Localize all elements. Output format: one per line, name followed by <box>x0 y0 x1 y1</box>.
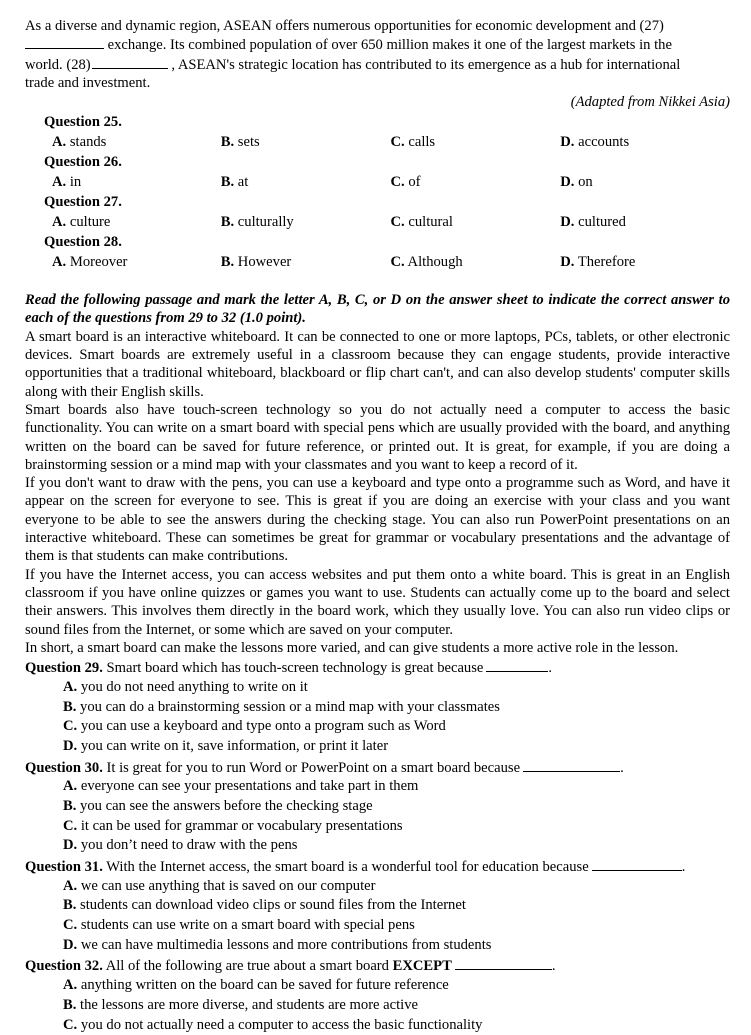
option-text: at <box>238 174 249 190</box>
option-text: Moreover <box>70 254 128 270</box>
question-stem <box>25 857 730 877</box>
option-text: stands <box>70 134 106 150</box>
answer-option[interactable] <box>221 172 391 192</box>
cloze-line <box>25 55 730 74</box>
answer-option[interactable] <box>25 797 730 817</box>
passage-paragraph: A smart board is an interactive whiteboard. It can be connected to one or more laptops, PCs, tablets, or other electronic devices. Smart boards are extremely useful in a classroom because they can engage students, provide interactive opportunities that a traditional whiteboard, blackboard or flip chart can't, and can also develop students' computer skills along with their English skills. <box>25 328 730 401</box>
answer-option[interactable] <box>391 212 561 232</box>
answer-option[interactable] <box>25 132 221 152</box>
question-title: Question 30. <box>25 760 103 776</box>
option-letter: A. <box>63 778 77 794</box>
question-stem <box>25 956 730 976</box>
option-letter: D. <box>63 937 77 953</box>
answer-option[interactable] <box>25 996 730 1016</box>
option-text: the lessons are more diverse, and students are more active <box>80 997 418 1013</box>
option-letter: B. <box>63 997 76 1013</box>
option-text: you can use a keyboard and type onto a program such as Word <box>81 718 446 734</box>
option-text: sets <box>238 134 260 150</box>
option-text: culture <box>70 214 111 230</box>
answer-blank <box>523 758 620 772</box>
option-text: in <box>70 174 81 190</box>
option-letter: B. <box>221 174 234 190</box>
answer-option[interactable] <box>25 212 221 232</box>
option-row <box>25 212 730 232</box>
answer-option[interactable] <box>560 172 730 192</box>
passage-paragraph: Smart boards also have touch-screen technology so you do not actually need a computer to access the basic functionality. You can write on a smart board with special pens which are usually provided with the board, and anything written on the board can be saved for future reference, or printed out. It is great, for example, if you are doing a brainstorming session or a mind map with your classmates and you want to keep a record of it. <box>25 401 730 474</box>
option-letter: D. <box>63 738 77 754</box>
answer-option[interactable] <box>391 172 561 192</box>
cloze-line <box>25 35 730 54</box>
option-letter: B. <box>63 897 76 913</box>
source-citation: (Adapted from Nikkei Asia) <box>25 93 730 112</box>
question-title: Question 26. <box>25 152 730 172</box>
answer-option[interactable] <box>221 132 391 152</box>
question-text: With the Internet access, the smart board is a wonderful tool for education because <box>106 859 588 875</box>
passage-paragraph: In short, a smart board can make the lessons more varied, and can give students a more active role in the lesson. <box>25 639 730 657</box>
reading-instruction: Read the following passage and mark the letter A, B, C, or D on the answer sheet to indicate the correct answer to each of the questions from 29 to 32 (1.0 point). <box>25 291 730 328</box>
answer-option[interactable] <box>25 172 221 192</box>
option-letter: C. <box>63 917 77 933</box>
option-text: you can write on it, save information, or print it later <box>81 738 388 754</box>
answer-option[interactable] <box>25 1016 730 1035</box>
option-letter: C. <box>63 818 77 834</box>
option-text: on <box>578 174 593 190</box>
question-keyword: EXCEPT <box>393 958 452 974</box>
option-letter: B. <box>63 798 76 814</box>
option-letter: B. <box>221 254 234 270</box>
cloze-text: , ASEAN's strategic location has contributed to its emergence as a hub for international <box>171 57 680 73</box>
option-letter: C. <box>391 134 405 150</box>
option-text: we can have multimedia lessons and more contributions from students <box>81 937 492 953</box>
option-letter: C. <box>391 174 405 190</box>
answer-option[interactable] <box>25 836 730 856</box>
answer-option[interactable] <box>25 817 730 837</box>
option-letter: B. <box>221 134 234 150</box>
answer-option[interactable] <box>25 896 730 916</box>
answer-option[interactable] <box>25 916 730 936</box>
mcq-block <box>25 112 730 272</box>
answer-option[interactable] <box>560 252 730 272</box>
option-row <box>25 252 730 272</box>
option-letter: A. <box>52 134 66 150</box>
option-text: However <box>238 254 292 270</box>
option-row <box>25 172 730 192</box>
option-letter: A. <box>63 679 77 695</box>
option-letter: D. <box>63 837 77 853</box>
option-letter: D. <box>560 134 574 150</box>
answer-option[interactable] <box>391 252 561 272</box>
answer-option[interactable] <box>221 252 391 272</box>
answer-option[interactable] <box>25 936 730 956</box>
option-text: students can use write on a smart board with special pens <box>81 917 415 933</box>
option-text: culturally <box>238 214 294 230</box>
option-letter: A. <box>63 878 77 894</box>
answer-option[interactable] <box>25 877 730 897</box>
option-text: students can download video clips or sound files from the Internet <box>80 897 466 913</box>
option-text: it can be used for grammar or vocabulary presentations <box>81 818 403 834</box>
answer-option[interactable] <box>25 678 730 698</box>
question-title: Question 27. <box>25 192 730 212</box>
stem-period: . <box>552 958 556 974</box>
option-text: we can use anything that is saved on our computer <box>81 878 376 894</box>
question-text: Smart board which has touch-screen technology is great because <box>107 660 484 676</box>
stem-period: . <box>548 660 552 676</box>
cloze-text: exchange. Its combined population of over 650 million makes it one of the largest markets in the <box>108 37 672 53</box>
cloze-line: trade and investment. <box>25 74 730 92</box>
option-text: everyone can see your presentations and take part in them <box>81 778 419 794</box>
answer-blank <box>25 35 104 49</box>
question-text: It is great for you to run Word or PowerPoint on a smart board because <box>107 760 521 776</box>
option-text: cultured <box>578 214 626 230</box>
answer-option[interactable] <box>25 976 730 996</box>
option-letter: A. <box>63 977 77 993</box>
option-letter: A. <box>52 174 66 190</box>
answer-option[interactable] <box>25 698 730 718</box>
passage-paragraph: If you have the Internet access, you can access websites and put them onto a white board. This is great in an English classroom if you have online quizzes or games you want to use. Students can actually come up to the board and select their answers. This involves them directly in the board work, which they usually love. You can also run video clips or sound files from the Internet, or some which are saved on your computer. <box>25 566 730 639</box>
option-text: Therefore <box>578 254 636 270</box>
option-text: Although <box>408 254 463 270</box>
stem-period: . <box>620 760 624 776</box>
answer-blank <box>592 857 682 871</box>
question-stem <box>25 658 730 678</box>
answer-blank <box>486 658 548 672</box>
question-title: Question 28. <box>25 232 730 252</box>
option-letter: A. <box>52 214 66 230</box>
question-title: Question 31. <box>25 859 103 875</box>
passage-paragraph: If you don't want to draw with the pens, you can use a keyboard and type onto a programme such as Word, and have it appear on the screen for everyone to see. This is great if you are doing an exercise with your class and you want everyone to be able to see the answers during the checking stage. You can also run PowerPoint presentations on an interactive whiteboard. These can sometimes be great for grammar or vocabulary presentations and the advantage of them is that students can make contributions. <box>25 474 730 565</box>
option-text: accounts <box>578 134 629 150</box>
option-letter: D. <box>560 214 574 230</box>
question-title: Question 29. <box>25 660 103 676</box>
answer-option[interactable] <box>25 737 730 757</box>
question-stem <box>25 758 730 778</box>
option-text: you can do a brainstorming session or a mind map with your classmates <box>80 699 500 715</box>
answer-option[interactable] <box>560 212 730 232</box>
answer-blank <box>455 956 552 970</box>
cloze-passage <box>25 17 730 92</box>
answer-option[interactable] <box>221 212 391 232</box>
answer-option[interactable] <box>25 777 730 797</box>
question-title: Question 25. <box>25 112 730 132</box>
option-letter: D. <box>560 254 574 270</box>
question-title: Question 32. <box>25 958 103 974</box>
option-letter: D. <box>560 174 574 190</box>
answer-option[interactable] <box>25 252 221 272</box>
option-text: cultural <box>408 214 453 230</box>
option-text: you don’t need to draw with the pens <box>81 837 298 853</box>
option-letter: C. <box>391 254 405 270</box>
option-letter: B. <box>63 699 76 715</box>
cloze-text: world. (28) <box>25 57 91 73</box>
option-letter: C. <box>63 1017 77 1033</box>
reading-questions <box>25 658 730 1035</box>
option-text: you can see the answers before the checking stage <box>80 798 373 814</box>
answer-option[interactable] <box>560 132 730 152</box>
option-letter: C. <box>391 214 405 230</box>
answer-option[interactable] <box>25 717 730 737</box>
question-text: All of the following are true about a smart board <box>106 958 389 974</box>
option-text: of <box>408 174 420 190</box>
option-letter: A. <box>52 254 66 270</box>
answer-blank <box>92 55 168 69</box>
stem-period: . <box>682 859 686 875</box>
option-text: anything written on the board can be saved for future reference <box>81 977 449 993</box>
option-text: you do not actually need a computer to access the basic functionality <box>81 1017 483 1033</box>
cloze-line: As a diverse and dynamic region, ASEAN offers numerous opportunities for economic development and (27) <box>25 17 730 35</box>
reading-passage <box>25 328 730 657</box>
answer-option[interactable] <box>391 132 561 152</box>
option-letter: B. <box>221 214 234 230</box>
option-row <box>25 132 730 152</box>
option-text: calls <box>408 134 435 150</box>
option-letter: C. <box>63 718 77 734</box>
option-text: you do not need anything to write on it <box>81 679 308 695</box>
